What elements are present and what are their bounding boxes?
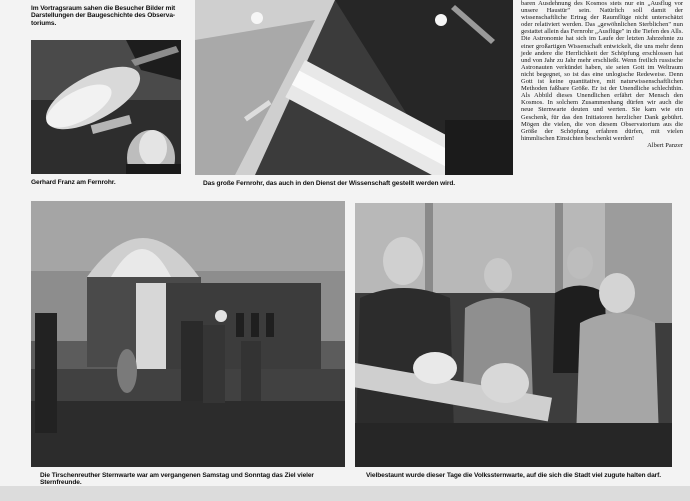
article-author: Albert Panzer [647, 141, 683, 149]
article-text-column [521, 0, 683, 149]
photo-big-telescope [195, 0, 513, 175]
article-body: baren Ausdehnung des Kosmos stets nur ein „Ausflug vor unsere Haustür" sein. Natürlich soll damit der wissenschaftliche Ertrag der Raumflüge nicht unterschätzt oder relativiert werden. Das „gewöhnlichen Sterblichen" nun gestattet allein das Fernrohr „Ausflüge" in die Tiefen des Alls. Die Astronomie hat sich im Laufe der letzten Jahrzehnte zu einer großartigen Wissenschaft entwickelt, die uns mehr denn jede andere die Herrlichkeit der Schöpfung erschlossen hat und von Jahr zu Jahr mehr erschließt. Wenn freilich russische Astronauten verkündet haben, sie seien Gott im Weltraum nicht begegnet, so ist das eine unlogische Redeweise. Denn Gott ist keine quantitative, mit naturwissenschaftlichen Methoden faßbare Größe. Er ist der Unendliche schlechthin. Als Abbild dieses Unendlichen erfährt der Mensch den Kosmos. In solchem Zusammenhang dürfen wir auch die neue Sternwarte deuten und werten. Sie kam wie ein Geschenk, für das den Initiatoren herzlicher Dank gebührt. Mögen die vielen, die von diesem Observatorium aus die Größe der Schöpfung erfahren dürfen, mit vielen himmlischen Einsichten beschenkt werden! [521, 0, 683, 142]
photo-visitors [355, 203, 672, 467]
caption-franz: Gerhard Franz am Fernrohr. [31, 179, 116, 186]
caption-lecture-room: Im Vortragsraum sahen die Besucher Bilder mit Darstellungen der Baugeschichte des Observa-toriums. [31, 5, 176, 27]
photo-observatory [31, 201, 345, 467]
photo-gerhard-franz [31, 40, 181, 174]
caption-visitors: Vielbestaunt wurde dieser Tage die Volkssternwarte, auf die sich die Stadt viel zugute halten darf. [366, 472, 661, 479]
caption-telescope: Das große Fernrohr, das auch in den Dienst der Wissenschaft gestellt werden wird. [203, 180, 455, 187]
caption-observatory: Die Tirschenreuther Sternwarte war am vergangenen Samstag und Sonntag das Ziel vieler Sternfreunde. [40, 472, 314, 487]
page-bottom-edge [0, 486, 690, 501]
